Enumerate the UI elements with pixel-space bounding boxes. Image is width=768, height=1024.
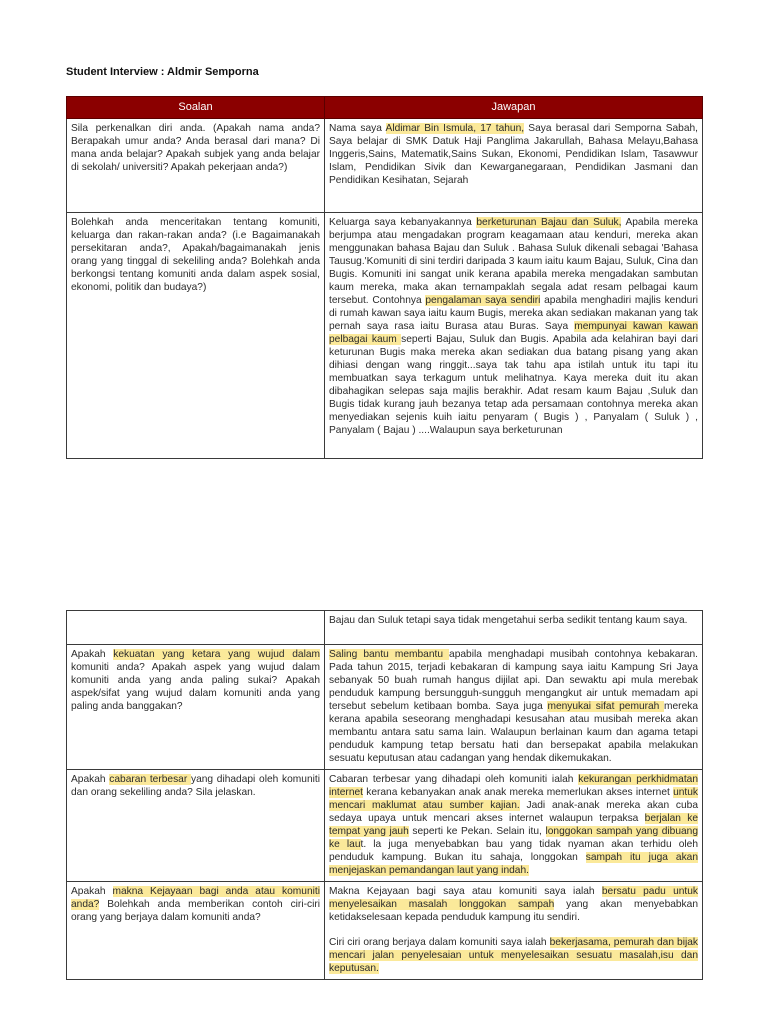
table-row: [67, 882, 703, 980]
answer-cell: [325, 770, 703, 882]
question-cell: [67, 611, 325, 645]
text-run: mereka kerana apabila seseorang menghadapi kesusahan atau musibah mereka akan membantu antara satu sama lain. Walaupun berlainan kaum dan agama tetapi penduduk kampung tetap bersatu hati dan bersepakat apabila melakukan sesuatu keputusan atau cadangan yang hendak dikemukakan.: [329, 701, 699, 764]
question-cell: [67, 645, 325, 770]
text-run: Apabila mereka berjumpa atau mengadakan program keagamaan atau kenduri, mereka akan menggunakan bahasa Bajau dan Suluk . Bahasa Suluk dikenali sebagai 'Bahasa Tausug.'Komuniti di sini terdiri daripada 3 kaum iaitu kaum Bajau, Suluk, Cina dan Bugis. Komuniti ini sangat unik kerana apabila mereka mengadakan sambutan kaum mereka, maka akan ternampaklah segala adat resam pelbagai kaum tersebut. Contohnya: [329, 217, 698, 306]
highlighted-text: cabaran terbesar: [109, 774, 191, 785]
text-run: Apakah: [71, 886, 113, 897]
text-run: Bolehkah anda menceritakan tentang komuniti, keluarga dan rakan-rakan anda? (i.e Bagaimanakah persekitaran anda?, Apakah/bagaimanakah jenis orang yang tinggal di sekeliling anda? Bolehkah anda berkongsi tentang komuniti anda dalam aspek sosial, ekonomi, politik dan budaya?): [71, 217, 320, 293]
highlighted-text: pengalaman saya sendiri: [425, 295, 541, 306]
interview-table-1: [66, 96, 703, 459]
text-run: Bajau dan Suluk tetapi saya tidak mengetahui serba sedikit tentang kaum saya.: [329, 615, 688, 626]
text-run: Apakah: [71, 774, 110, 785]
table-row: [67, 611, 703, 645]
answer-paragraph: [329, 936, 698, 975]
table-row: [67, 770, 703, 882]
text-run: Nama saya: [329, 123, 386, 134]
question-cell: [67, 213, 325, 459]
header-jawapan: Jawapan: [325, 97, 703, 119]
highlighted-text: longgokan sampah yang dibuang ke lau: [329, 826, 698, 850]
highlighted-text: berketurunan Bajau dan Suluk,: [476, 217, 622, 228]
text-run: komuniti anda? Apakah aspek yang wujud dalam komuniti anda yang anda paling sukai? Apakah aspek/sifat yang wujud dalam komuniti anda yang paling anda banggakan?: [71, 662, 320, 712]
table-row: [67, 645, 703, 770]
highlighted-text: mempunyai kawan kawan pelbagai kaum: [329, 321, 698, 345]
header-soalan: Soalan: [67, 97, 325, 119]
text-run: Apakah: [71, 649, 114, 660]
highlighted-text: menyukai sifat pemurah: [547, 701, 665, 712]
question-cell: [67, 770, 325, 882]
highlighted-text: untuk mencari maklumat atau sumber kajian.: [329, 787, 698, 811]
text-run: Bolehkah anda memberikan contoh ciri-ciri orang yang berjaya dalam komuniti anda?: [71, 899, 320, 923]
answer-paragraph: [329, 885, 698, 924]
interview-table-2: [66, 610, 703, 980]
text-run: Saya berasal dari Semporna Sabah, Saya belajar di SMK Datuk Haji Panglima Jakarullah, Bahasa Melayu,Bahasa Inggeris,Sains, Matematik,Sains Sukan, Ekonomi, Pendidikan Islam, Tasawwur Islam, Pendidikan Sivik dan Kewarganegaraan, Pendidikan Jasmani dan Pendidikan Kesihatan, Sejarah: [329, 123, 698, 186]
text-run: Jadi anak-anak mereka akan cuba sedaya upaya untuk mencari akses internet walaupun terpaksa: [329, 800, 698, 824]
table-row: [67, 213, 703, 459]
answer-cell: [325, 213, 703, 459]
highlighted-text: Aldimar Bin Ismula, 17 tahun,: [385, 123, 525, 134]
text-run: Makna Kejayaan bagi saya atau komuniti saya ialah: [329, 886, 602, 897]
text-run: apabila menghadiri majlis kenduri di rumah kawan saya iaitu kaum Bugis, mereka akan sediakan makanan yang tak pernah saya rasa iaitu Burasa atau Buras. Saya: [329, 295, 698, 332]
table-header-row: [67, 97, 703, 119]
text-run: yang dihadapi oleh komuniti dan orang sekeliling anda? Sila jelaskan.: [71, 774, 320, 798]
text-run: kerana kebanyakan anak anak mereka memerlukan akses internet: [362, 787, 674, 798]
highlighted-text: bersatu padu untuk menyelesaikan masalah longgokan sampah: [329, 886, 698, 910]
highlighted-text: sampah itu juga akan menjejaskan pemandangan laut yang indah.: [329, 852, 698, 876]
answer-cell: [325, 119, 703, 213]
answer-cell: [325, 882, 703, 980]
text-run: yang akan menyebabkan ketidakselesaan kepada penduduk kampung itu sendiri.: [329, 899, 698, 923]
text-run: t. la juga menyebabkan bau yang tidak nyaman akan terhidu oleh penduduk kampung. Bukan itu sahaja, longgokan: [329, 839, 699, 863]
highlighted-text: bekerjasama, pemurah dan bijak mencari jalan penyelesaian untuk menyelesaikan sesuatu masalah,isu dan keputusan.: [329, 937, 698, 974]
highlighted-text: makna Kejayaan bagi anda atau komuniti anda?: [71, 886, 320, 910]
question-cell: [67, 882, 325, 980]
answer-text: [329, 216, 698, 454]
text-run: apabila menghadapi musibah contohnya kebakaran. Pada tahun 2015, terjadi kebakaran di kampung saya iaitu Kampung Sri Jaya sebanyak 50 buah rumah hangus dijilat api. Dan sewaktu api mula merebak penduduk kampung bersungguh-sungguh mengangkut air untuk memadam api tersebut sebelum ketibaan bomba. Saya juga: [329, 649, 698, 712]
text-run: Ciri ciri orang berjaya dalam komuniti saya ialah: [329, 937, 550, 948]
answer-cell: [325, 645, 703, 770]
text-run: Keluarga saya kebanyakannya: [329, 217, 477, 228]
question-cell: [67, 119, 325, 213]
text-run: Sila perkenalkan diri anda. (Apakah nama anda? Berapakah umur anda? Anda berasal dari mana? Di mana anda belajar? Apakah subjek yang anda belajar di sekolah/ universiti? Apakah pekerjaan anda?): [71, 123, 320, 173]
highlighted-text: Saling bantu membantu: [329, 649, 450, 660]
answer-cell: [325, 611, 703, 645]
table-row: [67, 119, 703, 213]
highlighted-text: kekurangan perkhidmatan internet: [329, 774, 698, 798]
highlighted-text: berjalan ke tempat yang jauh: [329, 813, 699, 837]
highlighted-text: kekuatan yang ketara yang wujud dalam: [113, 649, 320, 660]
page-title: Student Interview : Aldmir Semporna: [66, 66, 259, 78]
text-run: Cabaran terbesar yang dihadapi oleh komuniti ialah: [329, 774, 579, 785]
text-run: seperti ke Pekan. Selain itu,: [408, 826, 546, 837]
text-run: seperti Bajau, Suluk dan Bugis. Apabila ada kelahiran bayi dari keturunan Bugis maka mereka akan sediakan dua batang pisang yang akan dihiasi dengan wang ringgit...saya tak tahu apa istilah untuk itu tapi itu membuatkan saya terkagum untuk melihatnya. Kaya mereka duit itu akan dibahagikan selepas saja majlis berakhir. Adat resam kaum Bajau ,Suluk dan Bugis tidak kurang jauh bezanya tetap ada persamaan contohnya mereka akan menyediakan sejenis kuih iaitu penyaram ( Bugis ) , Panyalam ( Suluk ) , Panyalam ( Bajau ) ....Walaupun saya berketurunan: [329, 334, 698, 436]
